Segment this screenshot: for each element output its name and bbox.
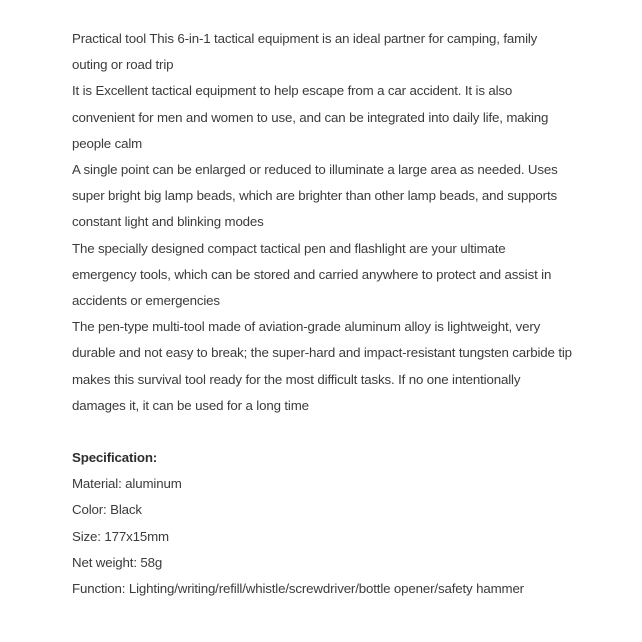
description-paragraph: Practical tool This 6-in-1 tactical equipment is an ideal partner for camping, family outing or road trip xyxy=(72,31,538,73)
spec-size: Size: 177x15mm xyxy=(72,528,169,544)
spec-net-weight: Net weight: 58g xyxy=(72,554,163,570)
product-description xyxy=(72,26,572,602)
description-paragraph: The pen-type multi-tool made of aviation-grade aluminum alloy is lightweight, very durable and not easy to break; the super-hard and impact-resistant tungsten carbide tip makes this survival tool ready for the most difficult tasks. If no one intentionally damages it, it can be used for a long time xyxy=(72,319,572,413)
description-paragraph: It is Excellent tactical equipment to help escape from a car accident. It is also convenient for men and women to use, and can be integrated into daily life, making people calm xyxy=(72,83,549,151)
description-paragraph: The specially designed compact tactical pen and flashlight are your ultimate emergency tools, which can be stored and carried anywhere to protect and assist in accidents or emergencies xyxy=(72,240,552,309)
specification-section xyxy=(72,445,572,602)
spec-material: Material: aluminum xyxy=(72,476,182,492)
spec-color: Color: Black xyxy=(72,502,142,518)
specification-heading: Specification: xyxy=(72,450,158,466)
spec-function: Function: Lighting/writing/refill/whistle/screwdriver/bottle opener/safety hammer xyxy=(72,581,524,597)
description-paragraph: A single point can be enlarged or reduced to illuminate a large area as needed. Uses super bright big lamp beads, which are brighter than other lamp beads, and supports constant light and blinking modes xyxy=(72,162,558,230)
section-spacer xyxy=(72,419,572,445)
